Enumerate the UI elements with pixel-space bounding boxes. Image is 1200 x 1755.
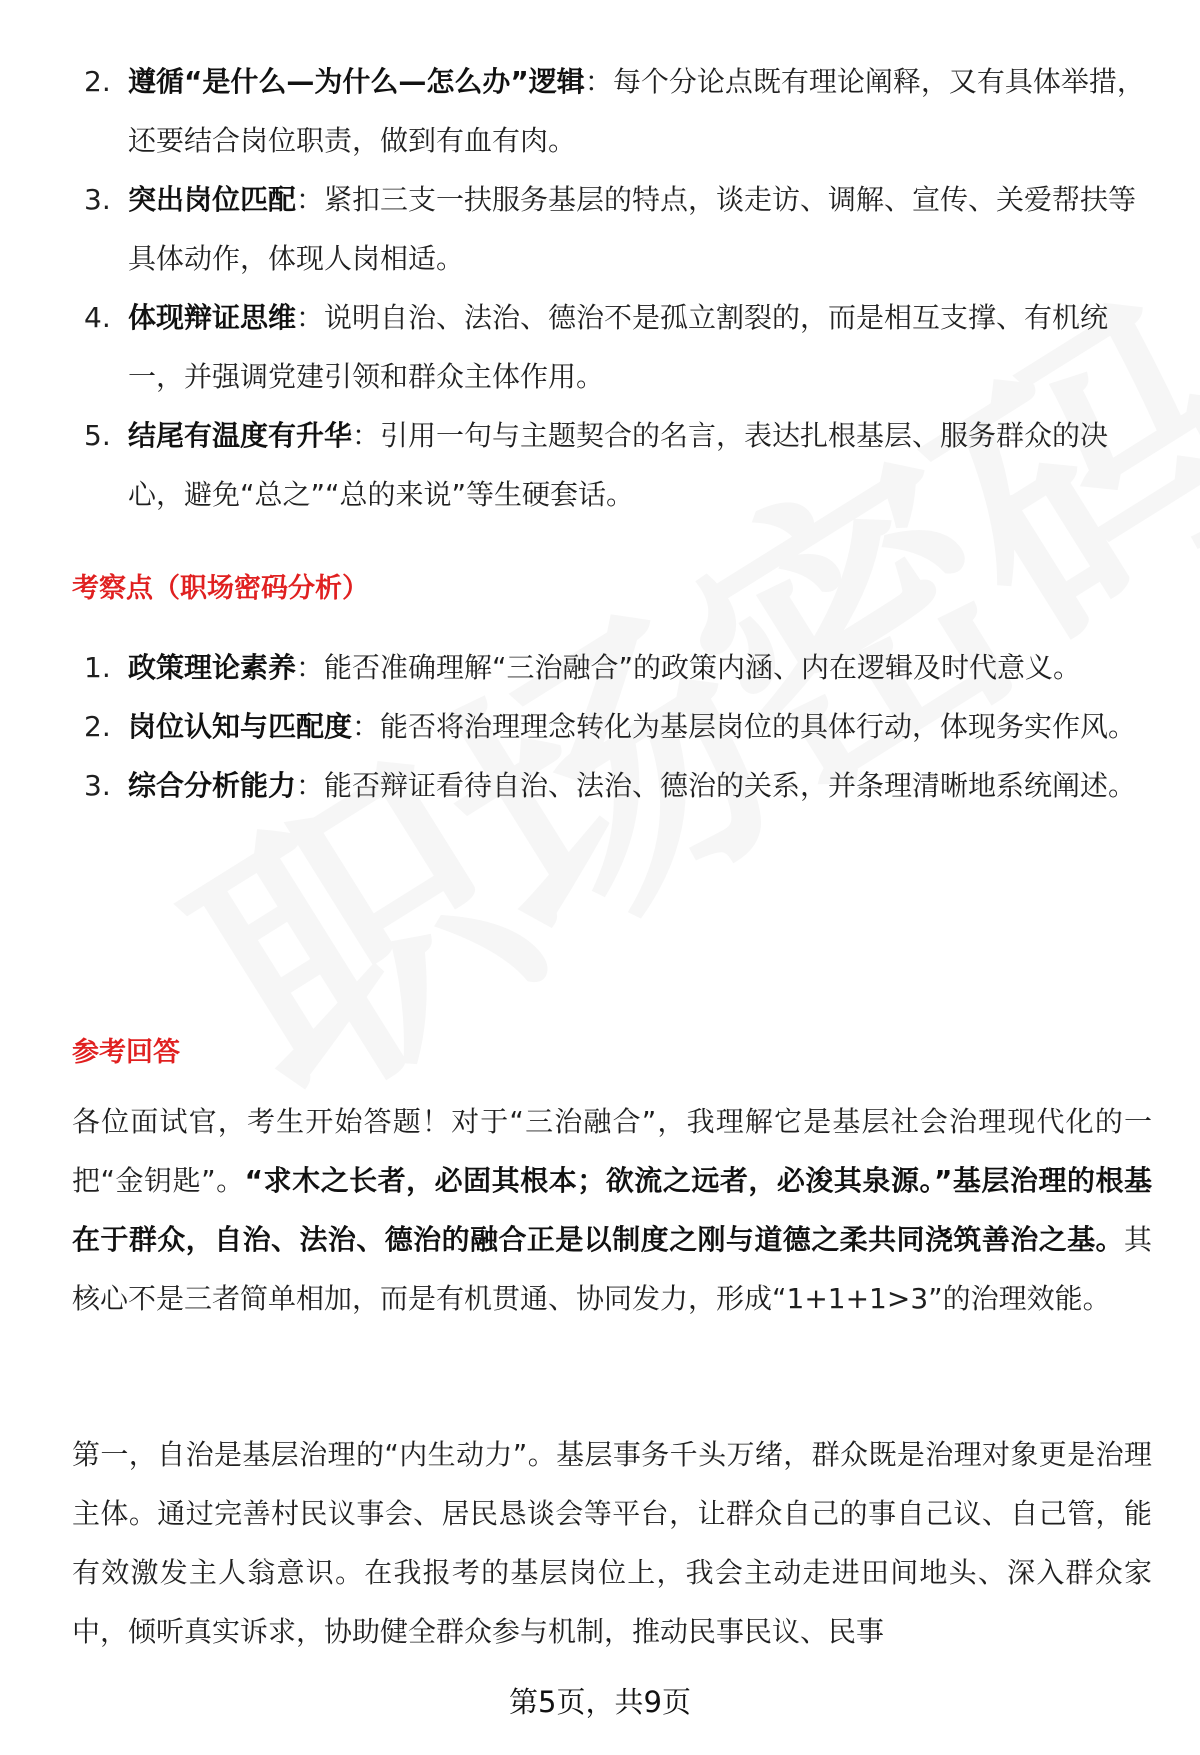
page-number-footer: 第5页，共9页 — [509, 1685, 691, 1719]
list-number: 2. — [84, 710, 111, 743]
item-heading: 结尾有温度有升华 — [128, 419, 353, 452]
item-text: ：能否准确理解“三治融合”的政策内涵、内在逻辑及时代意义。 — [296, 651, 1082, 684]
item-heading: 遵循“是什么—为什么—怎么办”逻辑 — [128, 65, 585, 98]
item-text: ：引用一句与主题契合的名言，表达扎根基层、服务群众的决心，避免“总之”“总的来说”等生硬套话。 — [128, 419, 1109, 511]
item-text: ：紧扣三支一扶服务基层的特点，谈走访、调解、宣传、关爱帮扶等具体动作，体现人岗相适。 — [128, 183, 1137, 275]
item-text: ：能否将治理理念转化为基层岗位的具体行动，体现务实作风。 — [352, 710, 1137, 743]
item-text: ：能否辩证看待自治、法治、德治的关系，并条理清晰地系统阐述。 — [296, 769, 1137, 802]
intro-quote-bold: “求木之长者，必固其根本；欲流之远者，必浚其泉源。”基层治理的根基在于群众，自治、法治、德治的融合正是以制度之刚与道德之柔共同浇筑善治之基。 — [72, 1164, 1153, 1256]
item-heading: 岗位认知与匹配度 — [128, 710, 353, 743]
list-number: 5. — [84, 419, 111, 452]
intro-text-end: 其核心不是三者简单相加，而是有机贯通、协同发力，形成“1+1+1>3”的治理效能。 — [72, 1223, 1152, 1315]
item-text: ：每个分论点既有理论阐释，又有具体举措，还要结合岗位职责，做到有血有肉。 — [128, 65, 1145, 157]
answer-first-paragraph: 第一，自治是基层治理的“内生动力”。基层事务千头万绪，群众既是治理对象更是治理主体。通过完善村民议事会、居民恳谈会等平台，让群众自己的事自己议、自己管，能有效激发主人翁意识。在我报考的基层岗位上，我会主动走进田间地头、深入群众家中，倾听真实诉求，协助健全群众参与机制，推动民事民议、民事 — [72, 1438, 1152, 1648]
item-heading: 突出岗位匹配 — [128, 183, 297, 216]
item-heading: 政策理论素养 — [128, 651, 297, 684]
list-item — [72, 756, 1152, 815]
list-item — [72, 638, 1152, 697]
answer-intro-paragraph — [72, 1092, 1152, 1328]
list-number: 3. — [84, 769, 111, 802]
item-text: ：说明自治、法治、德治不是孤立割裂的，而是相互支撑、有机统一，并强调党建引领和群众主体作用。 — [128, 301, 1109, 393]
requirements-list — [72, 52, 1152, 524]
list-item — [72, 406, 1152, 524]
list-number: 1. — [84, 651, 111, 684]
list-item — [72, 288, 1152, 406]
list-item — [72, 52, 1152, 170]
list-number: 4. — [84, 301, 111, 334]
item-heading: 体现辩证思维 — [128, 301, 297, 334]
intro-text: 各位面试官，考生开始答题！对于“三治融合”，我理解它是基层社会治理现代化的一把“金钥匙”。 — [72, 1105, 1152, 1197]
section-title-reference-answer: 参考回答 — [72, 1037, 180, 1068]
item-heading: 综合分析能力 — [128, 769, 297, 802]
list-item — [72, 170, 1152, 288]
section-title-exam-points: 考察点（职场密码分析） — [72, 573, 369, 604]
list-number: 2. — [84, 65, 111, 98]
list-item — [72, 697, 1152, 756]
exam-points-list — [72, 638, 1152, 815]
list-number: 3. — [84, 183, 111, 216]
